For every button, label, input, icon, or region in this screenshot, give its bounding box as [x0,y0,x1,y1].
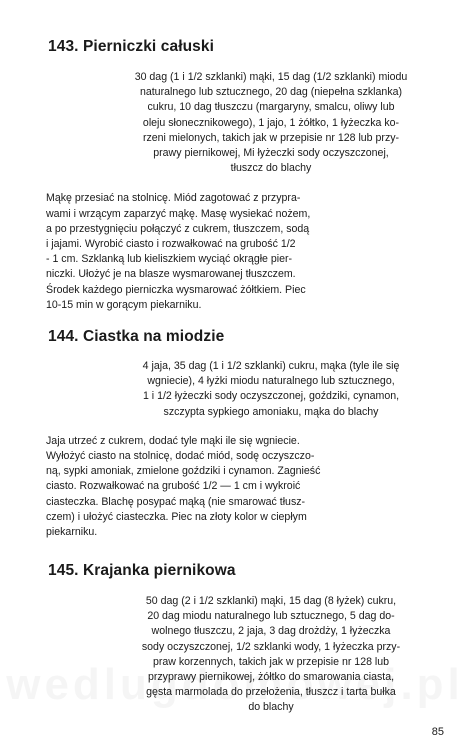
ingredients-line: 30 dag (1 i 1/2 szklanki) mąki, 15 dag (1/2 szklanki) miodu [134,71,408,83]
method-line: wami i wrzącym zaparzyć mąkę. Masę wysiekać nożem, [46,207,311,220]
watermark [0,660,470,710]
method-text [46,434,444,540]
ingredients-line: przyprawy piernikowej, żółtko do smarowania ciasta, [147,671,395,684]
ingredients-line: wgniecie), 4 łyżki miodu naturalnego lub sztucznego, [147,375,395,388]
method-line: a po przestygnięciu połączyć z cukrem, tłuszczem, sodą [46,222,310,235]
recipe-title: 145. Krajanka piernikowa [48,562,236,579]
method-line: Środek każdego pierniczka wysmarować żółtkiem. Piec [46,283,306,296]
page-number: 85 [431,726,444,738]
ingredients-line: 50 dag (2 i 1/2 szklanki) mąki, 15 dag (8 łyżek) cukru, [145,595,397,607]
ingredients-line: wolnego tłuszczu, 2 jaja, 3 dag drożdży, 1 łyżeczka [151,625,391,638]
ingredients-line: oleju słonecznikowego), 1 jajo, 1 żółtko, 1 łyżeczka ko- [142,116,400,129]
ingredients-line: praw korzennych, takich jak w przepisie nr 128 lub [152,655,390,668]
method-line: niczki. Ułożyć je na blasze wysmarowanej tłuszczem. [46,268,296,281]
ingredients-line: gęsta marmolada do przełożenia, tłuszcz i tarta bułka [146,686,396,699]
method-line: i jajami. Wyrobić ciasto i rozwałkować na grubość 1/2 [46,238,296,251]
ingredients-line: 1 i 1/2 łyżeczki sody oczyszczonej, goździki, cynamon, [142,390,400,403]
method-line: - 1 cm. Szklanką lub kieliszkiem wyciąć okrągłe pier- [46,253,293,266]
method-line: ciasteczka. Blachę posypać mąką (nie smarować tłusz- [46,495,306,508]
method-line: piekarniku. [46,526,98,539]
ingredients-line: 4 jaja, 35 dag (1 i 1/2 szklanki) cukru, mąka (tyle ile się [142,360,400,372]
recipe-143 [46,38,446,313]
method-line: Jaja utrzeć z cukrem, dodać tyle mąki ile się wgniecie. [46,434,300,447]
method-text [46,191,444,313]
method-line: Mąkę przesiać na stolnicę. Miód zagotować z przypra- [46,192,301,205]
ingredients-line: cukru, 10 dag tłuszczu (margaryny, smalcu, oliwy lub [147,101,395,114]
ingredients-line: tłuszcz do blachy [230,162,312,175]
method-line: czem) i ułożyć ciasteczka. Piec na złoty kolor w ciepłym [46,510,307,523]
recipe-title: 143. Pierniczki całuski [48,38,215,55]
ingredients-line: do blachy [248,701,294,714]
ingredients-line: sody oczyszczonej, 1/2 szklanki wody, 1 łyżeczka przy- [141,640,401,653]
method-line: ciasto. Rozwałkować na grubość 1/2 — 1 cm i wykroić [46,480,301,493]
ingredients-line: rzeni mielonych, takich jak w przepisie nr 128 lub przy- [142,131,400,144]
ingredients-line: szczypta sypkiego amoniaku, mąka do blachy [163,405,379,418]
recipe-title: 144. Ciastka na miodzie [48,328,225,345]
recipe-144 [46,328,446,540]
ingredients-list [98,70,444,176]
method-line: ną, sypki amoniak, zmielone goździki i cynamon. Zagnieść [46,465,321,478]
ingredients-line: 20 dag miodu naturalnego lub sztucznego, 5 dag do- [147,610,395,623]
ingredients-list [98,359,444,420]
method-line: 10-15 min w gorącym piekarniku. [46,298,202,311]
ingredients-line: prawy piernikowej, Mi łyżeczki sody oczyszczonej, [153,147,389,160]
method-line: Wyłożyć ciasto na stolnicę, dodać miód, sodę oczyszczo- [46,450,315,463]
ingredients-line: naturalnego lub sztucznego, 20 dag (niepełna szklanka) [139,86,403,99]
